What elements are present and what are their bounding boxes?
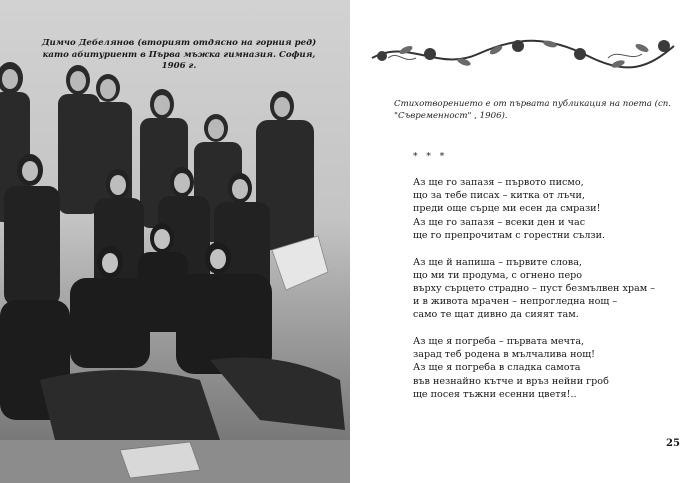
poem-line: ще посея тъжни есенни цветя!.. bbox=[413, 388, 577, 400]
poem-line: Аз ще го запазя – първото писмо, bbox=[413, 177, 584, 188]
poem-line: зарад теб родена в мълчалива нощ! bbox=[413, 349, 596, 361]
poem-line: що ми ти продума, с огнено перо bbox=[413, 269, 583, 281]
poem-line: Аз ще го запазя – всеки ден и час bbox=[413, 216, 586, 228]
caption-line-1: Димчо Дебелянов (вторият отдясно на горния ред) bbox=[41, 38, 317, 48]
right-page bbox=[350, 0, 700, 483]
poem-line: във незнайно кътче и връз нейни гроб bbox=[413, 375, 609, 387]
stanza-1 bbox=[413, 176, 683, 242]
stanza-2 bbox=[413, 256, 683, 322]
poem-line: само те щат дивно да сияят там. bbox=[413, 309, 579, 321]
poem-line: преди още сърце ми есен да смрази! bbox=[413, 203, 601, 215]
poem-line: Аз ще я погреба – първата мечта, bbox=[413, 336, 585, 348]
poem-line: Аз ще я погреба в сладка самота bbox=[413, 362, 581, 374]
rose-vine-ornament bbox=[368, 28, 678, 76]
page-number: 25 bbox=[666, 438, 680, 449]
stanza-3 bbox=[413, 335, 683, 401]
poem-line: и в живота мрачен – непрогледна нощ – bbox=[413, 296, 618, 308]
poem-line: върху сърцето страдно – пуст безмълвен храм – bbox=[413, 282, 656, 294]
photo-caption bbox=[36, 38, 322, 73]
caption-line-2: като абитуриент в Първа мъжка гимназия. София, 1906 г. bbox=[42, 49, 316, 71]
poem-line: ще го препрочитам с горестни сълзи. bbox=[413, 229, 606, 241]
poem-line: що за тебе писах – китка от лъчи, bbox=[413, 190, 586, 202]
poem-line: Аз ще й напиша – първите слова, bbox=[413, 256, 582, 268]
poem-stars: * * * bbox=[413, 152, 448, 162]
publication-note: Стихотворението е от първата публикация на поета (сп. "Съвременност" , 1906). bbox=[394, 99, 672, 121]
poem bbox=[413, 176, 683, 415]
